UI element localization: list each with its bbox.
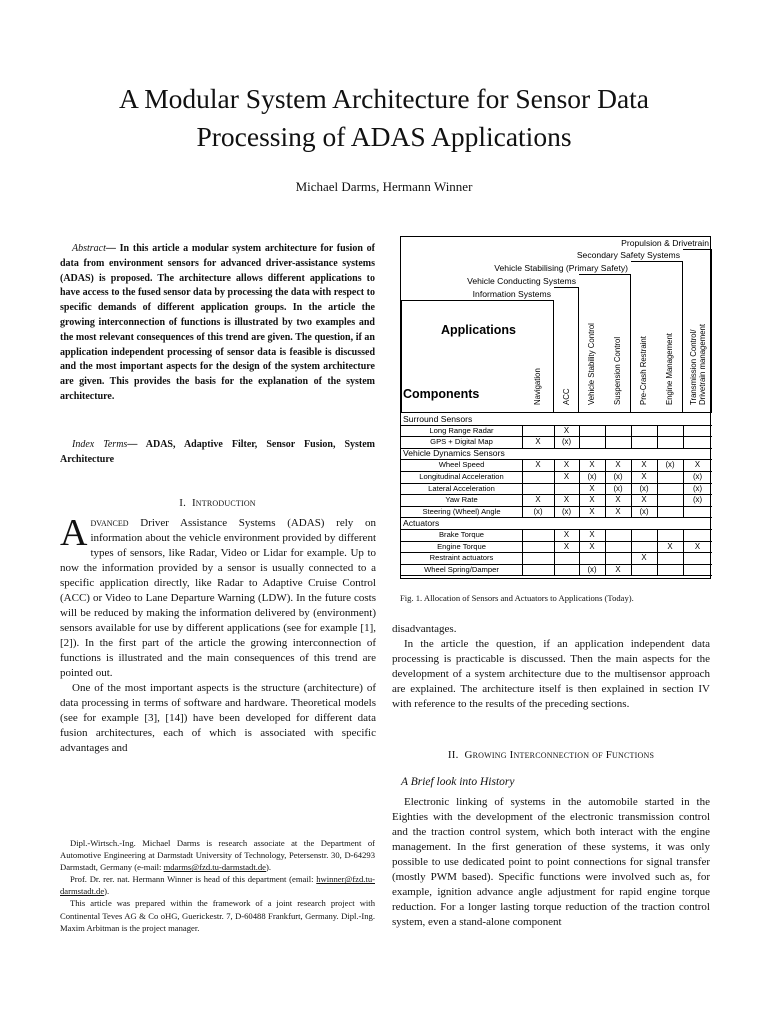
footnote-1-email[interactable]: mdarms@fzd.tu-darmstadt.de — [163, 862, 266, 873]
matrix-cell: X — [694, 541, 701, 551]
matrix-cell: X — [641, 553, 647, 563]
right-paragraph-0: disadvantages. — [392, 623, 457, 635]
matrix-cell: X — [694, 460, 701, 470]
cell-divider — [522, 552, 523, 564]
cell-divider — [631, 483, 632, 495]
cell-divider — [657, 529, 658, 541]
matrix-cell: X — [563, 460, 570, 470]
matrix-cell: X — [589, 530, 595, 539]
section-1-heading — [60, 497, 375, 509]
matrix-cell: (x) — [613, 472, 623, 481]
cell-divider — [605, 494, 606, 506]
section-1-title: Introduction — [191, 497, 256, 509]
matrix-cell: (x) — [639, 506, 649, 516]
column-header-4: Suspension Control — [613, 336, 622, 405]
footnote-3: This article was prepared within the framework of a joint research project with Continental Teves AG & Co oHG, Guerickestr. 7, D-60488 Frankfurt, Germany. Dipl.-Ing. Maxim Arbitman is the project manager. — [60, 898, 375, 933]
row-label: Brake Torque — [438, 530, 485, 539]
cell-divider — [522, 436, 523, 448]
cell-divider — [631, 529, 632, 541]
cell-divider — [554, 529, 555, 541]
cell-divider — [683, 506, 684, 518]
row-label: Wheel Speed — [438, 460, 485, 470]
right-paragraph-1: In the article the question, if an application independent data processing is practicable is discussed. Then the main aspects for the development of a system architecture due to the multisensor approach are explained. The architecture itself is then explained in section IV with reference to the results of the preceding sections. — [392, 638, 710, 710]
cell-divider — [554, 552, 555, 564]
matrix-cell: X — [563, 495, 570, 505]
cell-divider — [579, 552, 580, 564]
group-divider — [682, 261, 683, 412]
matrix-cell: X — [535, 495, 541, 505]
matrix-cell: X — [563, 472, 570, 481]
cell-divider — [683, 529, 684, 541]
matrix-cell: (x) — [587, 472, 597, 481]
cell-divider — [657, 425, 658, 437]
cell-divider — [683, 494, 684, 506]
cell-divider — [554, 564, 555, 576]
figure-caption: Fig. 1. Allocation of Sensors and Actuators to Applications (Today). — [400, 593, 634, 603]
matrix-cell: X — [535, 437, 541, 447]
matrix-cell: (x) — [665, 460, 675, 470]
cell-divider — [605, 541, 606, 553]
matrix-cell: (x) — [561, 506, 572, 516]
cell-divider — [657, 506, 658, 518]
cell-divider — [554, 541, 555, 553]
cell-divider — [554, 425, 555, 437]
matrix-cell: X — [641, 460, 647, 470]
cell-divider — [554, 506, 555, 518]
cell-divider — [605, 552, 606, 564]
row-label: Wheel Spring/Damper — [424, 564, 499, 574]
cell-divider — [579, 471, 580, 483]
matrix-cell: X — [615, 495, 621, 505]
cell-divider — [631, 506, 632, 518]
cell-divider — [683, 436, 684, 448]
cell-divider — [579, 529, 580, 541]
cell-divider — [631, 471, 632, 483]
matrix-cell: (x) — [613, 483, 623, 493]
figure-1-table — [400, 236, 711, 579]
applications-label: Applications — [441, 323, 517, 337]
cell-divider — [631, 494, 632, 506]
column-header-2: ACC — [561, 388, 571, 405]
cell-divider — [683, 552, 684, 564]
row-label: Restraint actuators — [429, 553, 494, 563]
row-label: GPS + Digital Map — [430, 437, 493, 447]
cell-divider — [554, 459, 555, 471]
components-label: Components — [403, 387, 480, 401]
row-label: Lateral Acceleration — [428, 483, 495, 493]
cell-divider — [605, 436, 606, 448]
cell-divider — [522, 541, 523, 553]
abstract-text: — In this article a modular system architecture for fusion of data from environment sensors for advanced driver-assistance systems (ADAS) is proposed. The architecture allows different applications to have access to the fused sensor data by processing the data with respect to specific demands of different application groups. In the article the growing interconnection of functions is illustrated by two examples and the most relevant consequences of this trend are given. The question, if an application independent processing of sensor data is feasible is discussed and the most important aspects for the design of the system architecture are given. This provides the basis for the explanation of the system architecture. — [60, 243, 375, 402]
footnote-2-email[interactable]: hwinner@fzd.tu-darmstadt.de — [60, 874, 375, 897]
matrix-cell: X — [563, 541, 570, 551]
cell-divider — [631, 425, 632, 437]
matrix-cell: X — [589, 541, 595, 551]
cell-divider — [605, 425, 606, 437]
matrix-cell: X — [615, 506, 621, 516]
matrix-cell: X — [667, 541, 673, 551]
paper-title — [40, 80, 728, 156]
column-header-1: Navigation — [533, 368, 542, 405]
group-label: Vehicle Stabilising (Primary Safety) — [494, 263, 628, 273]
intro-smallcaps: dvanced — [90, 517, 129, 529]
right-column-text-2 — [392, 795, 710, 930]
right-paragraph-2: Electronic linking of systems in the automobile started in the Eighties with the development of the electronic transmission control and the traction control system, which both interact with the engine management. In the first generation of these systems, it was only possible to use dedicated point to point connections for signal transfer (mostly PWM based). Specific functions were involved such as, for example, ignition advance angle adjustment for rapid engine torque reduction. For a longer lasting torque reduction of the traction control system, even a stand-alone component — [392, 796, 710, 928]
group-label: Secondary Safety Systems — [576, 250, 680, 260]
group-divider — [578, 287, 579, 412]
cell-divider — [683, 564, 684, 576]
cell-divider — [657, 541, 658, 553]
abstract — [60, 242, 375, 405]
cell-divider — [631, 552, 632, 564]
group-divider — [630, 274, 631, 412]
cell-divider — [605, 506, 606, 518]
drop-cap: A — [60, 512, 88, 554]
row-line — [401, 575, 712, 576]
cell-divider — [522, 483, 523, 495]
matrix-cell: X — [563, 425, 570, 435]
matrix-cell: X — [589, 495, 595, 505]
cell-divider — [657, 564, 658, 576]
cell-divider — [554, 494, 555, 506]
section-label: Surround Sensors — [403, 413, 473, 424]
group-label: Information Systems — [472, 289, 551, 299]
matrix-cell: (x) — [561, 437, 572, 447]
cell-divider — [579, 436, 580, 448]
matrix-cell: X — [641, 495, 647, 505]
matrix-cell: X — [589, 483, 595, 493]
cell-divider — [522, 425, 523, 437]
footnote-1: Dipl.-Wirtsch.-Ing. Michael Darms is research associate at the Department of Automotive Engineering at Darmstadt University of Technology, Petersenstr. 30, D-64293 Darmstadt, Germany (e-mail: mdarms@fzd.tu-darmstadt.de). — [60, 838, 375, 873]
cell-divider — [579, 494, 580, 506]
matrix-cell: X — [535, 460, 541, 470]
row-label: Engine Torque — [437, 541, 486, 551]
cell-divider — [522, 506, 523, 518]
group-divider — [553, 300, 554, 412]
cell-divider — [683, 425, 684, 437]
row-label: Longitudinal Acceleration — [419, 472, 504, 481]
cell-divider — [522, 459, 523, 471]
matrix-cell: (x) — [692, 472, 703, 481]
column-header-6: Engine Management — [665, 333, 674, 405]
intro-paragraph-2: One of the most important aspects is the structure (architecture) of data processing in terms of software and hardware. Theoretical models (see for example [3], [14]) have been developed for different data fusion architectures, each of which is associated with specific advantages and — [60, 682, 376, 754]
cell-divider — [605, 529, 606, 541]
group-underline — [554, 287, 579, 288]
matrix-cell: (x) — [639, 483, 649, 493]
cell-divider — [683, 471, 684, 483]
matrix-cell: (x) — [692, 483, 703, 493]
header-left-border — [401, 300, 402, 412]
cell-divider — [683, 483, 684, 495]
cell-divider — [522, 471, 523, 483]
cell-divider — [605, 459, 606, 471]
cell-divider — [631, 564, 632, 576]
title-line-2: Processing of ADAS Applications — [196, 121, 572, 152]
cell-divider — [631, 436, 632, 448]
cell-divider — [605, 471, 606, 483]
index-label: Index Terms — [72, 439, 128, 450]
index-text: — ADAS, Adaptive Filter, Sensor Fusion, System Architecture — [60, 439, 375, 465]
row-label: Yaw Rate — [445, 495, 478, 505]
cell-divider — [579, 425, 580, 437]
cell-divider — [683, 459, 684, 471]
matrix-cell: X — [589, 506, 595, 516]
cell-divider — [579, 459, 580, 471]
group-label: Propulsion & Drivetrain — [621, 238, 709, 248]
cell-divider — [657, 471, 658, 483]
row-line — [401, 517, 712, 518]
intro-text — [60, 512, 376, 756]
cell-divider — [657, 459, 658, 471]
cell-divider — [631, 541, 632, 553]
matrix-cell: X — [563, 530, 570, 539]
footnotes — [60, 837, 375, 934]
abstract-label: Abstract — [72, 243, 106, 254]
section-2-title: Growing Interconnection of Functions — [464, 749, 655, 761]
group-underline — [401, 300, 554, 301]
cell-divider — [657, 552, 658, 564]
cell-divider — [579, 564, 580, 576]
matrix-cell: (x) — [587, 564, 597, 574]
cell-divider — [657, 494, 658, 506]
matrix-cell: X — [589, 460, 595, 470]
authors: Michael Darms, Hermann Winner — [295, 179, 473, 194]
row-label: Steering (Wheel) Angle — [422, 506, 501, 516]
cell-divider — [579, 483, 580, 495]
footnote-2: Prof. Dr. rer. nat. Hermann Winner is head of this department (email: hwinner@fzd.tu-darmstadt.de). — [60, 874, 375, 897]
intro-paragraph-1: Driver Assistance Systems (ADAS) rely on information about the vehicle environment provided by different types of sensors, like Radar, Video or Lidar for example. Up to now the information provided by a sensor is usually connected to a specific application directly, like Radar to Adaptive Cruise Control (ACC) or Video to Lane Departure Warning (LDW). In the future costs will be reduced by making the information delivered by (environment) sensors available for use by different applications (see for example [1], [2]). In the first part of the article the growing interconnection of functions is illustrated and the main consequences of this trend are pointed out. — [60, 517, 376, 679]
section-label: Actuators — [403, 517, 440, 528]
cell-divider — [605, 564, 606, 576]
cell-divider — [657, 483, 658, 495]
matrix-cell: X — [615, 564, 621, 574]
matrix-cell: (x) — [692, 495, 703, 505]
cell-divider — [631, 459, 632, 471]
cell-divider — [605, 483, 606, 495]
column-header-5: Pre-Crash Restraint — [639, 336, 648, 405]
cell-divider — [522, 564, 523, 576]
matrix-cell: (x) — [533, 506, 543, 516]
index-terms — [60, 438, 375, 468]
section-2-number: II. — [447, 749, 459, 761]
section-2-heading — [392, 749, 710, 761]
column-header-3: Vehicle Stability Control — [587, 323, 596, 405]
section-label: Vehicle Dynamics Sensors — [403, 448, 505, 459]
row-label: Long Range Radar — [429, 425, 494, 435]
subsection-a-heading: A Brief look into History — [401, 776, 515, 788]
group-underline — [631, 261, 683, 262]
group-divider — [711, 249, 712, 412]
cell-divider — [554, 483, 555, 495]
cell-divider — [554, 436, 555, 448]
matrix-cell: X — [615, 460, 621, 470]
cell-divider — [579, 506, 580, 518]
cell-divider — [554, 471, 555, 483]
group-underline — [579, 274, 631, 275]
column-header-7: Transmission Control/ Drivetrain management — [688, 323, 707, 405]
matrix-cell: X — [641, 472, 647, 481]
group-underline — [683, 249, 712, 250]
cell-divider — [657, 436, 658, 448]
group-label: Vehicle Conducting Systems — [467, 276, 576, 286]
cell-divider — [683, 541, 684, 553]
right-column-text — [392, 622, 710, 712]
section-1-number: I. — [179, 497, 187, 509]
cell-divider — [522, 529, 523, 541]
cell-divider — [522, 494, 523, 506]
title-line-1: A Modular System Architecture for Sensor Data — [118, 83, 650, 114]
cell-divider — [579, 541, 580, 553]
